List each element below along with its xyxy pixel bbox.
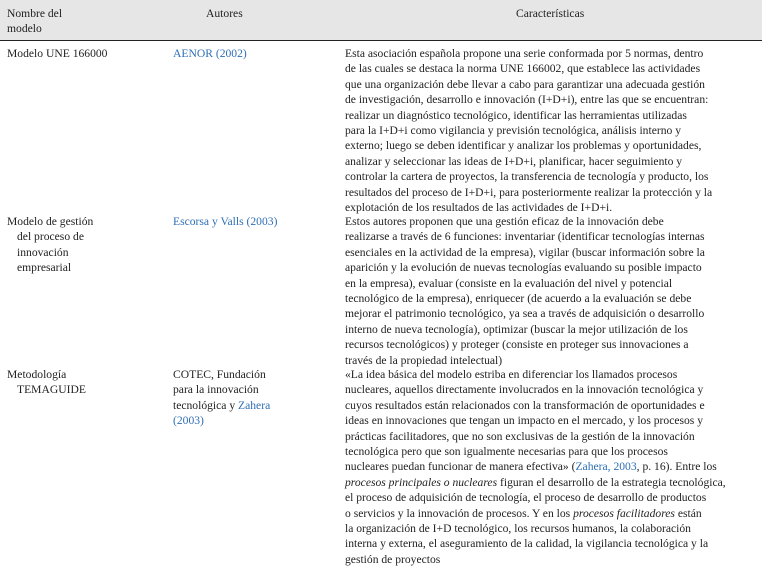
row-1-feature-line: para la I+D+i como vigilancia y previsión tecnológica, análisis interno y (345, 124, 681, 138)
row-3-features (345, 367, 726, 567)
row-3-author-line (173, 398, 270, 413)
row-2-name-line: innovación (17, 245, 69, 259)
row-1-feature-line: realizar un diagnóstico tecnológico, identificar las herramientas utilizadas (345, 108, 687, 122)
table-header (0, 0, 762, 40)
row-2-feature-line: través de la propiedad intelectual) (345, 353, 503, 367)
row-2-model-name (7, 214, 93, 276)
row-1-author-citation-link[interactable]: AENOR (2002) (173, 47, 247, 60)
row-3-feature-line: nucleares, aquellos directamente involucrados en la innovación tecnológica y (345, 383, 704, 397)
row-3-feature-line: tecnológica pero que son igualmente necesarias para que los procesos (345, 445, 668, 459)
row-3-authors (173, 367, 270, 429)
row-3-feature-italic-term: procesos principales o nucleares (345, 475, 498, 489)
row-3-feature-line: ideas en innovaciones que tengan un impacto en el mercado, y los procesos y (345, 414, 704, 428)
row-3-feature-line: prácticas facilitadores, que no son exclusivas de la gestión de la innovación (345, 429, 695, 443)
row-3-author-line: para la innovación (173, 383, 259, 397)
row-2-name-line: del proceso de (17, 230, 84, 244)
row-1-authors (173, 46, 247, 61)
row-3-feature-line: la organización de I+D tecnológico, los recursos humanos, la colaboración (345, 522, 691, 536)
row-3-author-text: tecnológica y (173, 398, 239, 412)
row-1-feature-line: de investigación, desarrollo e innovación (I+D+i), entre las que se encuentran: (345, 93, 709, 107)
row-1-feature-line: de las cuales se destaca la norma UNE 166002, que establece las actividades (345, 62, 701, 76)
row-3-feature-text: están (674, 506, 702, 520)
row-2-feature-line: recursos tecnológicos) y proteger (consiste en proteger sus innovaciones a (345, 338, 689, 352)
row-2-feature-line: tecnológico de la empresa), enriquecer (de acuerdo a la evaluación se debe (345, 292, 692, 306)
header-features: Características (516, 7, 585, 20)
row-1-model-name (7, 46, 107, 61)
row-2-features (345, 214, 705, 368)
row-2-feature-line: en la empresa), evaluar (consiste en la evaluación del nivel y potencial (345, 276, 673, 290)
row-2-feature-line: esenciales en la actividad de la empresa), vigilar (buscar información sobre la (345, 245, 705, 259)
row-3-feature-citation-link[interactable]: Zahera, 2003 (575, 460, 637, 474)
row-1-feature-line: explotación de los resultados de las actividades de I+D+i. (345, 201, 613, 215)
row-1-feature-line: que una organización debe llevar a cabo para garantizar una adecuada gestión (345, 77, 705, 91)
header-model-name-line1: Nombre del (7, 7, 63, 20)
row-1-feature-line: controlar la cartera de proyectos, la transferencia de tecnología y producto, los (345, 170, 709, 184)
row-2-author-citation-link[interactable]: Escorsa y Valls (2003) (173, 215, 278, 228)
row-3-name-line: Metodología (7, 368, 67, 381)
header-rule (0, 40, 762, 41)
row-3-feature-line (345, 459, 726, 474)
row-3-feature-line (345, 475, 726, 490)
row-3-feature-text: figuran el desarrollo de la estrategia tecnológica, (497, 475, 726, 489)
row-2-name-line: empresarial (17, 261, 72, 275)
row-3-feature-text: nucleares puedan funcionar de manera efectiva» ( (345, 460, 576, 474)
row-1-name-line: Modelo UNE 166000 (7, 47, 108, 60)
row-3-author-citation-link[interactable]: Zahera (238, 398, 271, 412)
row-3-feature-line: el proceso de adquisición de tecnología, el proceso de desarrollo de productos (345, 491, 707, 505)
header-model-name-line2: modelo (7, 22, 42, 36)
row-3-name-line: TEMAGUIDE (17, 383, 86, 397)
row-3-model-name (7, 367, 86, 398)
row-3-feature-line: cuyos resultados están relacionados con la transformación de oportunidades e (345, 398, 705, 412)
row-3-feature-line (345, 506, 726, 521)
header-authors: Autores (206, 7, 243, 20)
row-3-feature-line: «La idea básica del modelo estriba en diferenciar los llamados procesos (345, 368, 678, 381)
row-2-feature-line: interno de nueva tecnología), optimizar (buscar la mejor utilización de los (345, 322, 688, 336)
row-2-feature-line: Estos autores proponen que una gestión eficaz de la innovación debe (345, 215, 664, 228)
row-3-feature-line: interna y externa, el aseguramiento de la calidad, la vigilancia tecnológica y la (345, 537, 709, 551)
row-1-feature-line: Esta asociación española propone una serie conformada por 5 normas, dentro (345, 47, 704, 60)
row-1-feature-line: externo; luego se deben identificar y analizar los problemas y oportunidades, (345, 139, 702, 153)
row-1-features (345, 46, 712, 215)
row-3-author-citation-year-link[interactable]: (2003) (173, 414, 204, 428)
row-2-feature-line: realizarse a través de 6 funciones: inventariar (identificar tecnologías internas (345, 230, 705, 244)
row-3-feature-text: , p. 16). Entre los (636, 460, 717, 474)
row-1-feature-line: resultados del proceso de I+D+i, para posteriormente realizar la protección y la (345, 185, 713, 199)
row-2-name-line: Modelo de gestión (7, 215, 94, 228)
row-1-feature-line: analizar y seleccionar las ideas de I+D+i, planificar, hacer seguimiento y (345, 154, 683, 168)
row-3-feature-line: gestión de proyectos (345, 552, 441, 566)
row-2-feature-line: aparición y la evolución de nuevas tecnologías evaluando su posible impacto (345, 261, 702, 275)
row-3-feature-italic-term: procesos facilitadores (573, 506, 675, 520)
row-3-author-line: COTEC, Fundación (173, 368, 266, 381)
row-3-feature-text: o servicios y la innovación de procesos. Y en los (345, 506, 574, 520)
row-2-authors (173, 214, 277, 229)
row-2-feature-line: mejorar el patrimonio tecnológico, ya sea a través de adquisición o desarrollo (345, 307, 705, 321)
header-model-name (7, 6, 62, 37)
